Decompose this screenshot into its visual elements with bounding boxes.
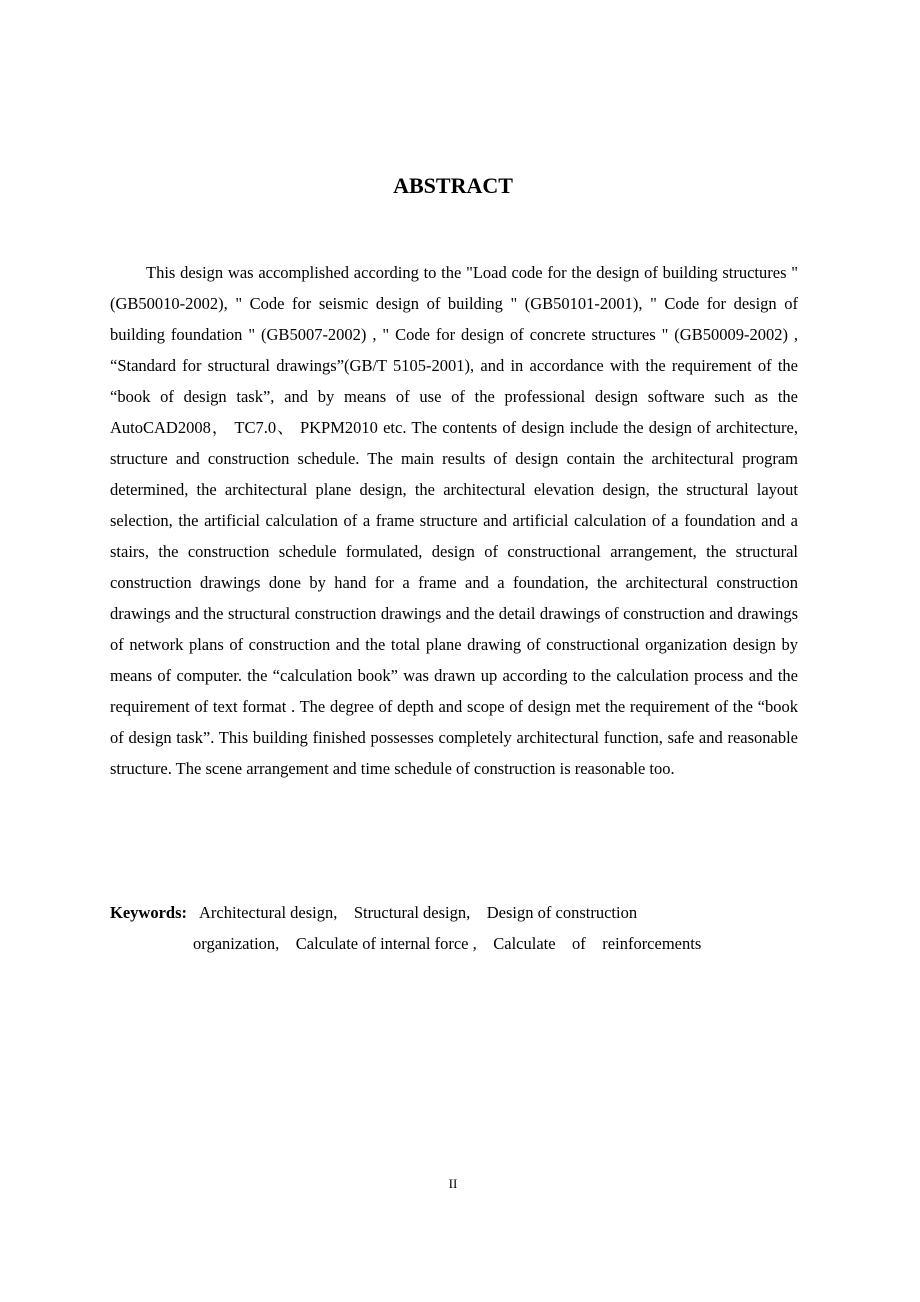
- abstract-title: ABSTRACT: [393, 173, 513, 198]
- keywords-text-1: Architectural design, Structural design, Design of construction: [199, 903, 638, 922]
- keywords-label: Keywords:: [110, 903, 187, 922]
- abstract-body: This design was accomplished according to the "Load code for the design of building structures " (GB50010-2002), " Code for seismic design of building " (GB50101-2001), " Code for design of building foundation " (GB5007-2002) , " Code for design of concrete structures " (GB50009-2002) , “Standard for structural drawings”(GB/T 5105-2001), and in accordance with the requirement of the “book of design task”, and by means of use of the professional design software such as the AutoCAD2008， TC7.0、 PKPM2010 etc. The contents of design include the design of architecture, structure and construction schedule. The main results of design contain the architectural program determined, the architectural plane design, the architectural elevation design, the structural layout selection, the artificial calculation of a frame structure and artificial calculation of a foundation and a stairs, the construction schedule formulated, design of constructional arrangement, the structural construction drawings done by hand for a frame and a foundation, the architectural construction drawings and the structural construction drawings and the detail drawings of construction and drawings of network plans of construction and the total plane drawing of constructional organization design by means of computer. the “calculation book” was drawn up according to the calculation process and the requirement of text format . The degree of depth and scope of design met the requirement of the “book of design task”. This building finished possesses completely architectural function, safe and reasonable structure. The scene arrangement and time schedule of construction is reasonable too.: [110, 263, 798, 778]
- keywords-section: [110, 897, 800, 959]
- keywords-line-1: [110, 897, 800, 928]
- page-number: II: [448, 1176, 458, 1191]
- keywords-text-2: organization, Calculate of internal force , Calculate of reinforcements: [193, 934, 702, 953]
